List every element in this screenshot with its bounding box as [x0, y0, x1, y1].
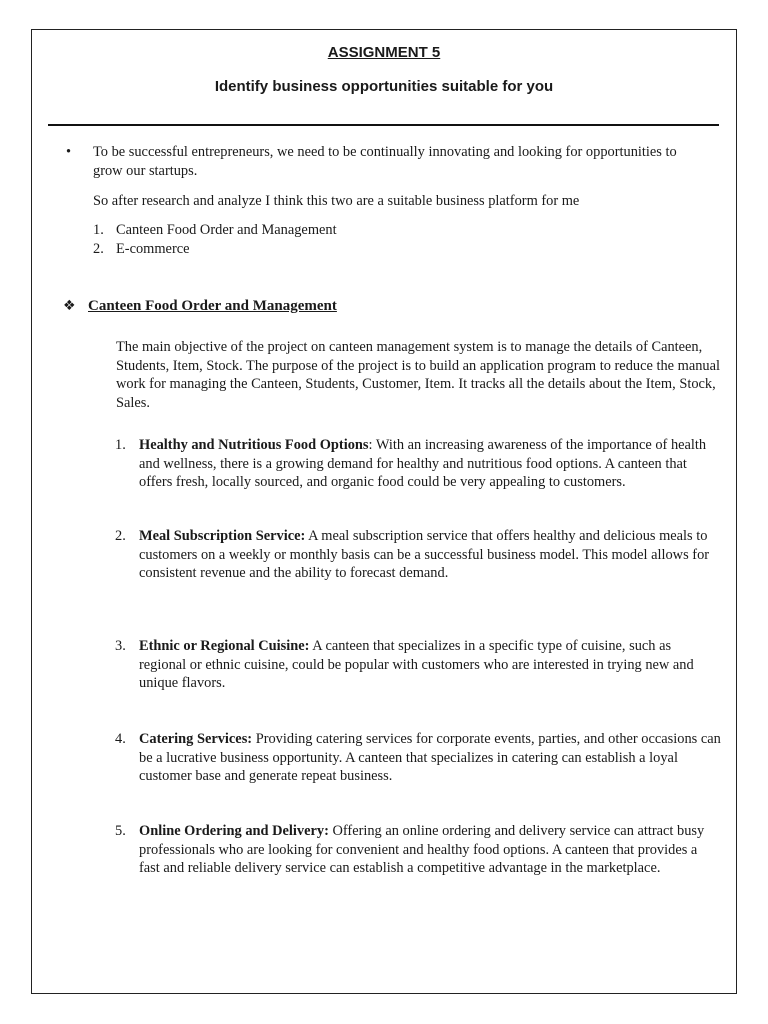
opportunity-item: [115, 730, 721, 786]
diamond-bullet-icon: ❖: [63, 298, 76, 314]
opportunity-title: Meal Subscription Service:: [139, 528, 306, 544]
opportunity-number: 3.: [115, 638, 126, 654]
opportunity-item: [115, 822, 721, 878]
horizontal-rule: [48, 124, 719, 126]
platform-list: [93, 221, 337, 259]
intro-bullet-text: To be successful entrepreneurs, we need to be continually innovating and looking for opportunities to grow our startups.: [93, 144, 677, 179]
opportunity-separator: :: [368, 437, 373, 453]
opportunity-number: 2.: [115, 528, 126, 544]
opportunity-body: [139, 637, 721, 693]
list-item: [93, 240, 337, 259]
list-item: [93, 221, 337, 240]
opportunity-text: With an increasing awareness of the importance of health and wellness, there is a growing demand for healthy and nutritious food options. A canteen that offers fresh, locally sourced, and organic food could be very appealing to customers.: [139, 437, 707, 490]
opportunity-body: [139, 436, 721, 492]
intro-bullet: [66, 143, 686, 180]
opportunity-number: 5.: [115, 823, 126, 839]
section-paragraph: The main objective of the project on canteen management system is to manage the details of Canteen, Students, Item, Stock. The purpose of the project is to build an application program to reduce the manual work for managing the Canteen, Students, Customer, Item. It tracks all the details about the Item, Stock, Sales.: [116, 339, 720, 411]
section-heading: [63, 298, 337, 315]
opportunity-item: [115, 436, 721, 492]
opportunity-number: 4.: [115, 731, 126, 747]
opportunity-body: [139, 730, 721, 786]
bullet-icon: •: [66, 144, 72, 160]
opportunity-text: Offering an online ordering and delivery service can attract busy professionals who are looking for convenient and healthy food options. A canteen that provides a fast and reliable delivery service can establish a competitive advantage in the marketplace.: [139, 823, 705, 876]
opportunity-body: [139, 822, 721, 878]
opportunity-title: Healthy and Nutritious Food Options: [139, 437, 369, 453]
opportunity-title: Ethnic or Regional Cuisine:: [139, 638, 310, 654]
opportunity-title: Online Ordering and Delivery:: [139, 823, 329, 839]
research-statement: So after research and analyze I think this two are a suitable business platform for me: [93, 193, 580, 209]
page-subtitle: Identify business opportunities suitable for you: [214, 78, 554, 95]
list-label: Canteen Food Order and Management: [116, 222, 337, 238]
opportunity-item: [115, 527, 721, 583]
opportunity-text: A meal subscription service that offers healthy and delicious meals to customers on a weekly or monthly basis can be a successful business model. This model allows for consistent revenue and the ability to forecast demand.: [139, 528, 710, 581]
list-label: E-commerce: [116, 241, 190, 257]
page-title: ASSIGNMENT 5: [327, 44, 441, 61]
opportunity-number: 1.: [115, 437, 126, 453]
opportunity-text: Providing catering services for corporate events, parties, and other occasions can be a lucrative business opportunity. A canteen that specializes in catering can establish a loyal customer base and generate repeat business.: [139, 731, 721, 784]
section-heading-text: Canteen Food Order and Management: [88, 298, 337, 314]
opportunity-item: [115, 637, 721, 693]
list-number: 1.: [93, 222, 104, 238]
opportunity-text: A canteen that specializes in a specific type of cuisine, such as regional or ethnic cuisine, could be popular with customers who are interested in trying new and unique flavors.: [139, 638, 694, 691]
list-number: 2.: [93, 241, 104, 257]
opportunity-body: [139, 527, 721, 583]
opportunity-title: Catering Services:: [139, 731, 253, 747]
